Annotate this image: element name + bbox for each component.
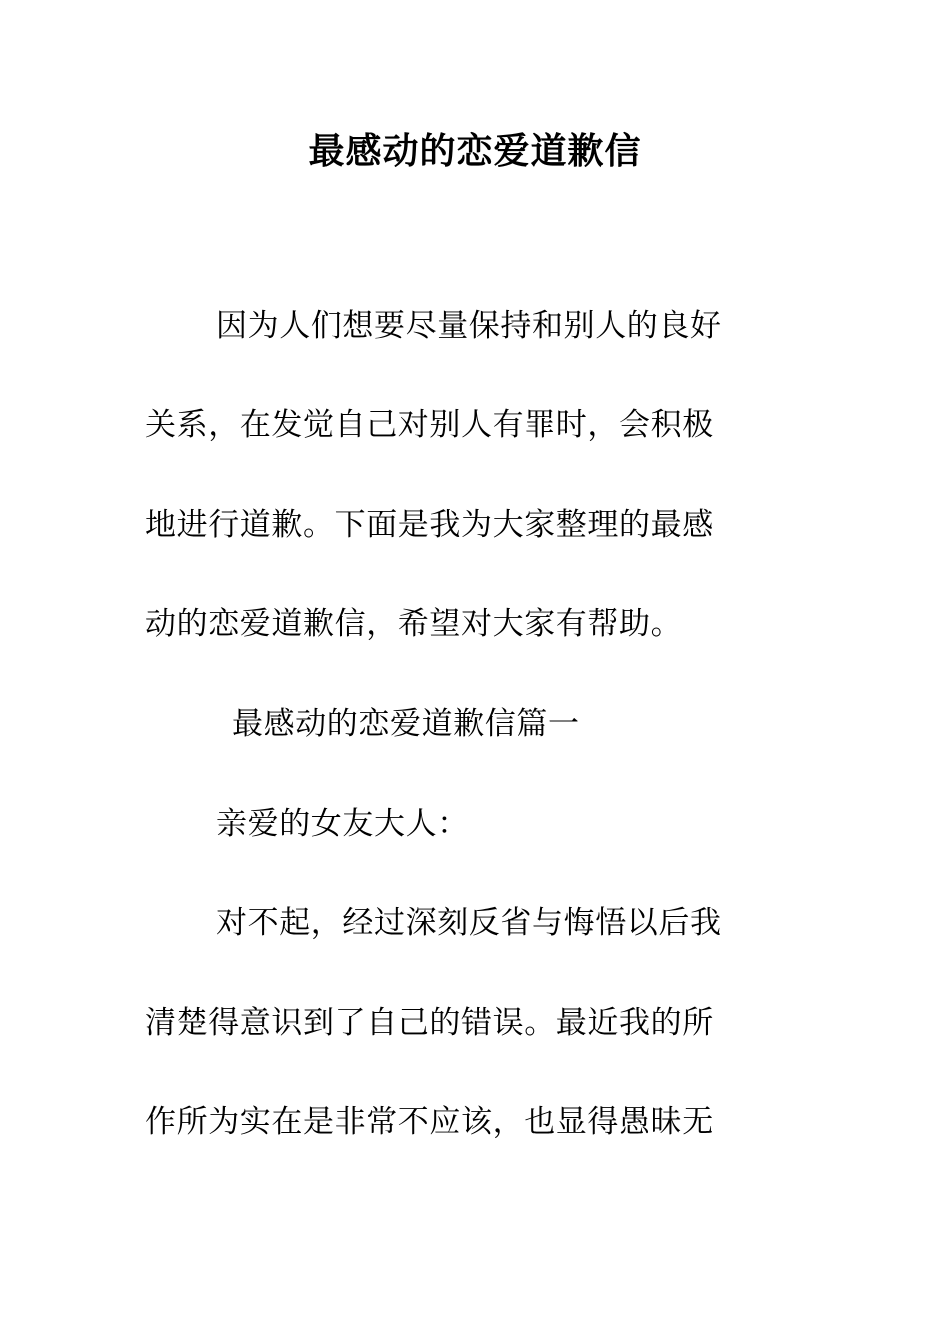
paragraph-line: 动的恋爱道歉信，希望对大家有帮助。	[145, 606, 683, 642]
document-title: 最感动的恋爱道歉信	[308, 131, 642, 172]
salutation: 亲爱的女友大人：	[216, 806, 469, 842]
paragraph-line: 清楚得意识到了自己的错误。最近我的所	[145, 1005, 714, 1041]
paragraph-line: 作所为实在是非常不应该，也显得愚昧无	[145, 1104, 714, 1140]
section-heading: 最感动的恋爱道歉信篇一	[232, 706, 580, 742]
paragraph-line: 关系，在发觉自己对别人有罪时，会积极	[145, 407, 714, 443]
paragraph-line: 因为人们想要尽量保持和别人的良好	[216, 308, 722, 344]
paragraph-line: 对不起，经过深刻反省与悔悟以后我	[216, 905, 722, 941]
paragraph-line: 地进行道歉。下面是我为大家整理的最感	[145, 507, 714, 543]
